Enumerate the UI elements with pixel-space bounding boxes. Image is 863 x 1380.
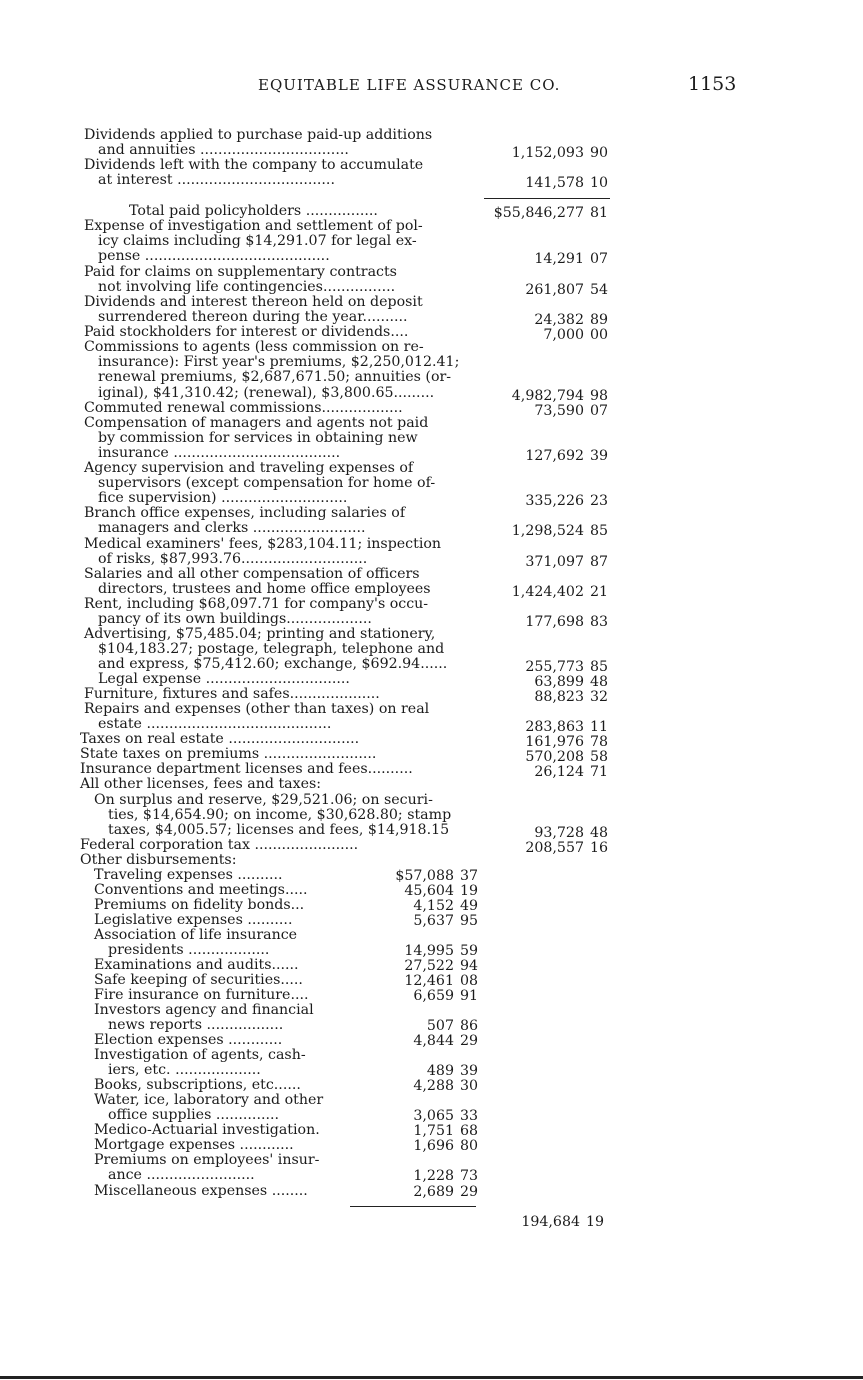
amount-row: [534, 826, 608, 841]
text-line: Rent, including $68,097.71 for company's occu-: [84, 596, 429, 612]
amount-cents: 29: [459, 1184, 478, 1200]
amount-dollars: 4,152: [413, 898, 454, 914]
text-line: Investors agency and financial: [94, 1002, 314, 1018]
amount-row: [395, 869, 478, 884]
text-line: surrendered thereon during the year..........: [98, 309, 408, 325]
text-line: Compensation of managers and agents not paid: [84, 415, 429, 431]
text-line: Dividends and interest thereon held on deposit: [84, 294, 423, 310]
amount-row: [413, 989, 478, 1004]
amount-dollars: 283,863: [525, 719, 584, 735]
amount-row: [534, 675, 608, 690]
text-line: Water, ice, laboratory and other: [94, 1092, 324, 1108]
text-line: news reports .................: [108, 1017, 284, 1033]
amount-cents: 07: [589, 403, 608, 419]
amount-dollars: 73,590: [534, 403, 584, 419]
text-line: Legal expense ................................: [98, 671, 350, 687]
amount-dollars: 371,097: [525, 554, 584, 570]
text-line: On surplus and reserve, $29,521.06; on securi-: [94, 792, 433, 808]
text-line: Traveling expenses ..........: [94, 867, 283, 883]
text-line: Advertising, $75,485.04; printing and stationery,: [84, 626, 436, 642]
text-line: insurance .....................................: [98, 445, 341, 461]
amount-dollars: 161,976: [525, 734, 584, 750]
amount-dollars: 127,692: [525, 448, 584, 464]
amount-cents: 08: [459, 973, 478, 989]
text-line: Election expenses ............: [94, 1032, 283, 1048]
amount-dollars: 1,424,402: [511, 584, 584, 600]
text-line: Expense of investigation and settlement of pol-: [84, 218, 423, 234]
text-line: at interest ...................................: [98, 172, 335, 188]
amount-dollars: 4,844: [413, 1033, 454, 1049]
text-line: Safe keeping of securities.....: [94, 972, 303, 988]
amount-row: [404, 944, 478, 959]
amount-dollars: 4,982,794: [511, 388, 584, 404]
amount-row: [427, 1019, 478, 1034]
text-line: presidents ..................: [108, 942, 270, 958]
amount-cents: 33: [459, 1108, 478, 1124]
text-line: Branch office expenses, including salaries of: [84, 505, 406, 521]
amount-cents: 37: [459, 868, 478, 884]
text-line: Salaries and all other compensation of officers: [84, 566, 420, 582]
text-line: Premiums on fidelity bonds...: [94, 897, 305, 913]
amount-row: [413, 1079, 478, 1094]
text-line: of risks, $87,993.76............................: [98, 551, 368, 567]
amount-cents: 19: [459, 883, 478, 899]
amount-row: [534, 404, 608, 419]
amount-cents: 83: [589, 614, 608, 630]
amount-row: [413, 899, 478, 914]
amount-cents: 81: [589, 205, 608, 221]
amount-dollars: 26,124: [534, 764, 584, 780]
amount-row: [525, 449, 608, 464]
amount-row: [512, 389, 608, 404]
amount-cents: 48: [589, 825, 608, 841]
text-line: Furniture, fixtures and safes....................: [84, 686, 380, 702]
amount-dollars: 1,228: [413, 1168, 454, 1184]
amount-dollars: 141,578: [525, 175, 584, 191]
text-line: renewal premiums, $2,687,671.50; annuities (or-: [98, 369, 452, 385]
amount-row: [534, 252, 608, 267]
amount-dollars: 1,751: [413, 1123, 454, 1139]
amount-cents: 59: [459, 943, 478, 959]
text-line: Premiums on employees' insur-: [94, 1152, 320, 1168]
amount-dollars: 3,065: [413, 1108, 454, 1124]
amount-cents: 86: [459, 1018, 478, 1034]
amount-cents: 39: [459, 1063, 478, 1079]
text-line: Fire insurance on furniture....: [94, 987, 309, 1003]
text-line: pancy of its own buildings...................: [98, 611, 372, 627]
amount-dollars: 7,000: [543, 327, 584, 343]
amount-dollars: 63,899: [534, 674, 584, 690]
running-header-title: EQUITABLE LIFE ASSURANCE CO.: [258, 76, 561, 94]
text-line: estate .........................................: [98, 716, 332, 732]
amount-cents: 95: [459, 913, 478, 929]
amount-cents: 29: [459, 1033, 478, 1049]
amount-dollars: 177,698: [525, 614, 584, 630]
amount-cents: 85: [589, 523, 608, 539]
amount-row: [534, 690, 608, 705]
amount-row: [525, 615, 608, 630]
amount-cents: 73: [459, 1168, 478, 1184]
amount-cents: 80: [459, 1138, 478, 1154]
text-line: pense .........................................: [98, 248, 330, 264]
amount-row: [525, 494, 608, 509]
total-rule-main: [484, 198, 610, 199]
amount-cents: 10: [589, 175, 608, 191]
text-line: Association of life insurance: [94, 927, 298, 943]
amount-dollars: $57,088: [395, 868, 454, 884]
amount-cents: 71: [589, 764, 608, 780]
amount-dollars: 45,604: [404, 883, 454, 899]
text-line: Commuted renewal commissions..................: [84, 400, 403, 416]
text-line: Insurance department licenses and fees..........: [80, 761, 413, 777]
amount-dollars: 507: [426, 1018, 454, 1034]
amount-dollars: 6,659: [413, 988, 454, 1004]
amount-dollars: 489: [426, 1063, 454, 1079]
amount-row: [521, 1215, 604, 1230]
amount-cents: 85: [589, 659, 608, 675]
amount-cents: 19: [585, 1214, 604, 1230]
text-line: $104,183.27; postage, telegraph, telephone and: [98, 641, 445, 657]
amount-dollars: 2,689: [413, 1184, 454, 1200]
amount-dollars: 12,461: [404, 973, 454, 989]
amount-cents: 90: [589, 145, 608, 161]
amount-cents: 48: [589, 674, 608, 690]
amount-cents: 11: [589, 719, 608, 735]
text-line: Commissions to agents (less commission on re-: [84, 339, 424, 355]
amount-cents: 30: [459, 1078, 478, 1094]
text-line: Dividends left with the company to accumulate: [84, 157, 424, 173]
amount-cents: 00: [589, 327, 608, 343]
amount-cents: 32: [589, 689, 608, 705]
text-line: Dividends applied to purchase paid-up additions: [84, 127, 433, 143]
text-line: Federal corporation tax .......................: [80, 837, 359, 853]
amount-row: [525, 176, 608, 191]
amount-row: [413, 1185, 478, 1200]
amount-row: [534, 765, 608, 780]
amount-dollars: 261,807: [525, 282, 584, 298]
amount-row: [413, 1169, 478, 1184]
amount-cents: 21: [589, 584, 608, 600]
text-line: iginal), $41,310.42; (renewal), $3,800.65.........: [98, 385, 435, 401]
amount-row: [525, 841, 608, 856]
text-line: Legislative expenses ..........: [94, 912, 293, 928]
text-line: Medico-Actuarial investigation.: [94, 1122, 320, 1138]
amount-row: [413, 1034, 478, 1049]
amount-row: [494, 206, 608, 221]
text-line: and express, $75,412.60; exchange, $692.94......: [98, 656, 448, 672]
amount-row: [404, 884, 478, 899]
amount-row: [404, 959, 478, 974]
amount-dollars: 27,522: [404, 958, 454, 974]
text-line: office supplies ..............: [108, 1107, 279, 1123]
amount-dollars: 570,208: [525, 749, 584, 765]
text-line: and annuities .................................: [98, 142, 349, 158]
amount-row: [404, 974, 478, 989]
amount-dollars: 24,382: [534, 312, 584, 328]
amount-cents: 54: [589, 282, 608, 298]
text-line: ance ........................: [108, 1167, 255, 1183]
text-line: Medical examiners' fees, $283,104.11; inspection: [84, 536, 442, 552]
text-line: by commission for services in obtaining new: [98, 430, 418, 446]
amount-cents: 68: [459, 1123, 478, 1139]
amount-row: [413, 1139, 478, 1154]
text-line: State taxes on premiums .........................: [80, 746, 377, 762]
amount-dollars: 194,684: [521, 1214, 580, 1230]
amount-cents: 98: [589, 388, 608, 404]
text-line: icy claims including $14,291.07 for legal ex-: [98, 233, 417, 249]
text-line: Investigation of agents, cash-: [94, 1047, 306, 1063]
text-line: Examinations and audits......: [94, 957, 299, 973]
amount-row: [525, 555, 608, 570]
text-line: Mortgage expenses ............: [94, 1137, 294, 1153]
text-line: Paid stockholders for interest or dividends....: [84, 324, 409, 340]
amount-dollars: 255,773: [525, 659, 584, 675]
text-line: Miscellaneous expenses ........: [94, 1183, 308, 1199]
amount-dollars: 14,995: [404, 943, 454, 959]
amount-cents: 16: [589, 840, 608, 856]
amount-dollars: 1,152,093: [511, 145, 584, 161]
amount-cents: 07: [589, 251, 608, 267]
text-line: Paid for claims on supplementary contracts: [84, 264, 397, 280]
amount-dollars: $55,846,277: [493, 205, 584, 221]
amount-dollars: 93,728: [534, 825, 584, 841]
amount-row: [525, 735, 608, 750]
text-line: supervisors (except compensation for home of-: [98, 475, 436, 491]
text-line: Other disbursements:: [80, 852, 237, 868]
amount-row: [525, 660, 608, 675]
amount-dollars: 88,823: [534, 689, 584, 705]
amount-dollars: 1,696: [413, 1138, 454, 1154]
text-line: directors, trustees and home office employees: [98, 581, 431, 597]
amount-row: [512, 585, 608, 600]
amount-row: [413, 1109, 478, 1124]
text-line: Taxes on real estate .............................: [80, 731, 360, 747]
amount-cents: 23: [589, 493, 608, 509]
text-line: Books, subscriptions, etc......: [94, 1077, 301, 1093]
text-line: taxes, $4,005.57; licenses and fees, $14,918.15: [108, 822, 450, 838]
total-rule-sub: [350, 1206, 476, 1207]
text-line: Total paid policyholders ................: [129, 203, 378, 219]
text-line: managers and clerks .........................: [98, 520, 366, 536]
amount-row: [525, 750, 608, 765]
amount-row: [543, 328, 608, 343]
text-line: iers, etc. ...................: [108, 1062, 261, 1078]
amount-dollars: 1,298,524: [511, 523, 584, 539]
amount-row: [427, 1064, 478, 1079]
amount-cents: 89: [589, 312, 608, 328]
amount-cents: 94: [459, 958, 478, 974]
text-line: not involving life contingencies................: [98, 279, 396, 295]
amount-cents: 87: [589, 554, 608, 570]
page-number: 1153: [688, 73, 737, 95]
page-edge-rule: [0, 1376, 863, 1379]
amount-cents: 58: [589, 749, 608, 765]
text-line: insurance): First year's premiums, $2,250,012.41;: [98, 354, 460, 370]
text-line: Agency supervision and traveling expenses of: [84, 460, 414, 476]
amount-row: [413, 1124, 478, 1139]
amount-row: [413, 914, 478, 929]
amount-dollars: 335,226: [525, 493, 584, 509]
text-line: All other licenses, fees and taxes:: [80, 776, 322, 792]
text-line: Conventions and meetings.....: [94, 882, 308, 898]
amount-row: [512, 524, 608, 539]
amount-cents: 91: [459, 988, 478, 1004]
text-line: ties, $14,654.90; on income, $30,628.80; stamp: [108, 807, 452, 823]
amount-row: [512, 146, 608, 161]
amount-row: [525, 720, 608, 735]
text-line: Repairs and expenses (other than taxes) on real: [84, 701, 430, 717]
amount-cents: 39: [589, 448, 608, 464]
amount-dollars: 14,291: [534, 251, 584, 267]
amount-cents: 49: [459, 898, 478, 914]
amount-row: [525, 283, 608, 298]
amount-dollars: 4,288: [413, 1078, 454, 1094]
amount-cents: 78: [589, 734, 608, 750]
amount-dollars: 208,557: [525, 840, 584, 856]
text-line: fice supervision) ............................: [98, 490, 348, 506]
amount-row: [534, 313, 608, 328]
amount-dollars: 5,637: [413, 913, 454, 929]
